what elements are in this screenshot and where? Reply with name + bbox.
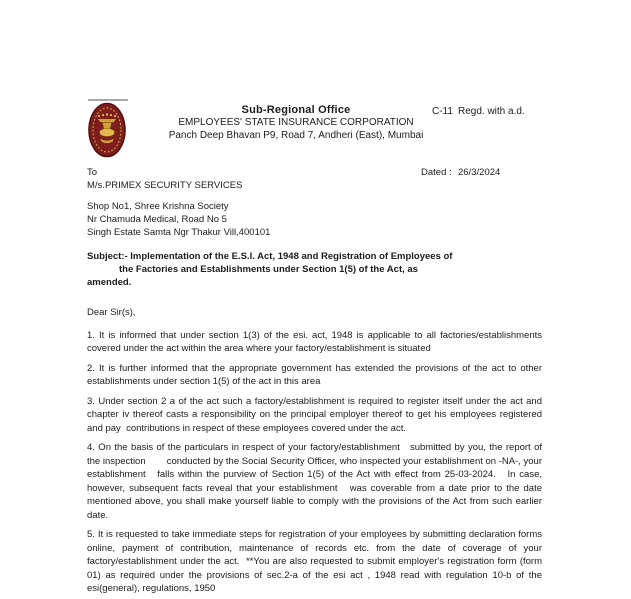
office-name: Sub-Regional Office (241, 104, 351, 116)
office-address: Panch Deep Bhavan P9, Road 7, Andheri (East), Mumbai (168, 129, 424, 141)
paragraph-2: 2. It is further informed that the appropriate government has extended the provisions of the act to other establishments under section 1(5) of the act in this area (87, 362, 545, 387)
subject-line-3: amended. (87, 277, 132, 288)
regd-note: Regd. with a.d. (458, 106, 525, 117)
corporation-name: EMPLOYEES' STATE INSURANCE CORPORATION (178, 117, 414, 128)
subject-line-1: Subject:- Implementation of the E.S.I. Act, 1948 and Registration of Employees of (87, 251, 453, 262)
paragraph-4: 4. On the basis of the particulars in respect of your factory/establishment submitted by you, the report of the inspection conducted by the Social Security Officer, who inspected your establishment on -NA-, your establishment falls within the purview of Section 1(5) of the Act with effect from 25-03-2024. In case, however, subsequent facts reveal that your establishment was coverable from a date prior to the date mentioned above, you shall make yourself liable to comply with the provisions of the Act from such earlier date. (87, 442, 545, 521)
corner-code: C-11 (432, 106, 453, 117)
subject-block (87, 250, 517, 289)
logo-top-rule (88, 99, 128, 101)
paragraph-1: 1. It is informed that under section 1(3) of the esi. act, 1948 is applicable to all factories/establishments covered under the act within the area where your factory/establishment is situated (87, 329, 545, 354)
recipient-address-line-2: Nr Chamuda Medical, Road No 5 (87, 214, 227, 225)
paragraph-3: 3. Under section 2 a of the act such a factory/establishment is required to register itself under the act and chapter iv thereof casts a responsibility on the principal employer thereof to get his employees registered and pay contributions in respect of these employees covered under the act. (87, 395, 545, 434)
dated-label: Dated : (421, 167, 452, 178)
recipient-address-line-3: Singh Estate Samta Ngr Thakur Vill,400101 (87, 227, 271, 238)
recipient-name: M/s.PRIMEX SECURITY SERVICES (87, 180, 243, 191)
paragraph-5: 5. It is requested to take immediate steps for registration of your employees by submitting declaration forms online, payment of contribution, maintenance of records etc. from the date of coverage of your factory/establishment under the act. **You are also requested to submit employer's registration form (form 01) as required under the provisions of sec.2-a of the esi act , 1948 read with regulation 10-b of the esi(general), regulations, 1950 (87, 529, 545, 594)
date-value: 26/3/2024 (458, 167, 501, 178)
subject-line-2: the Factories and Establishments under Section 1(5) of the Act, as (119, 264, 418, 275)
recipient-address-line-1: Shop No1, Shree Krishna Society (87, 201, 229, 212)
recipient-address (87, 200, 270, 239)
salutation: Dear Sir(s), (87, 307, 136, 318)
letter-body (87, 306, 545, 599)
to-label: To (87, 167, 98, 178)
